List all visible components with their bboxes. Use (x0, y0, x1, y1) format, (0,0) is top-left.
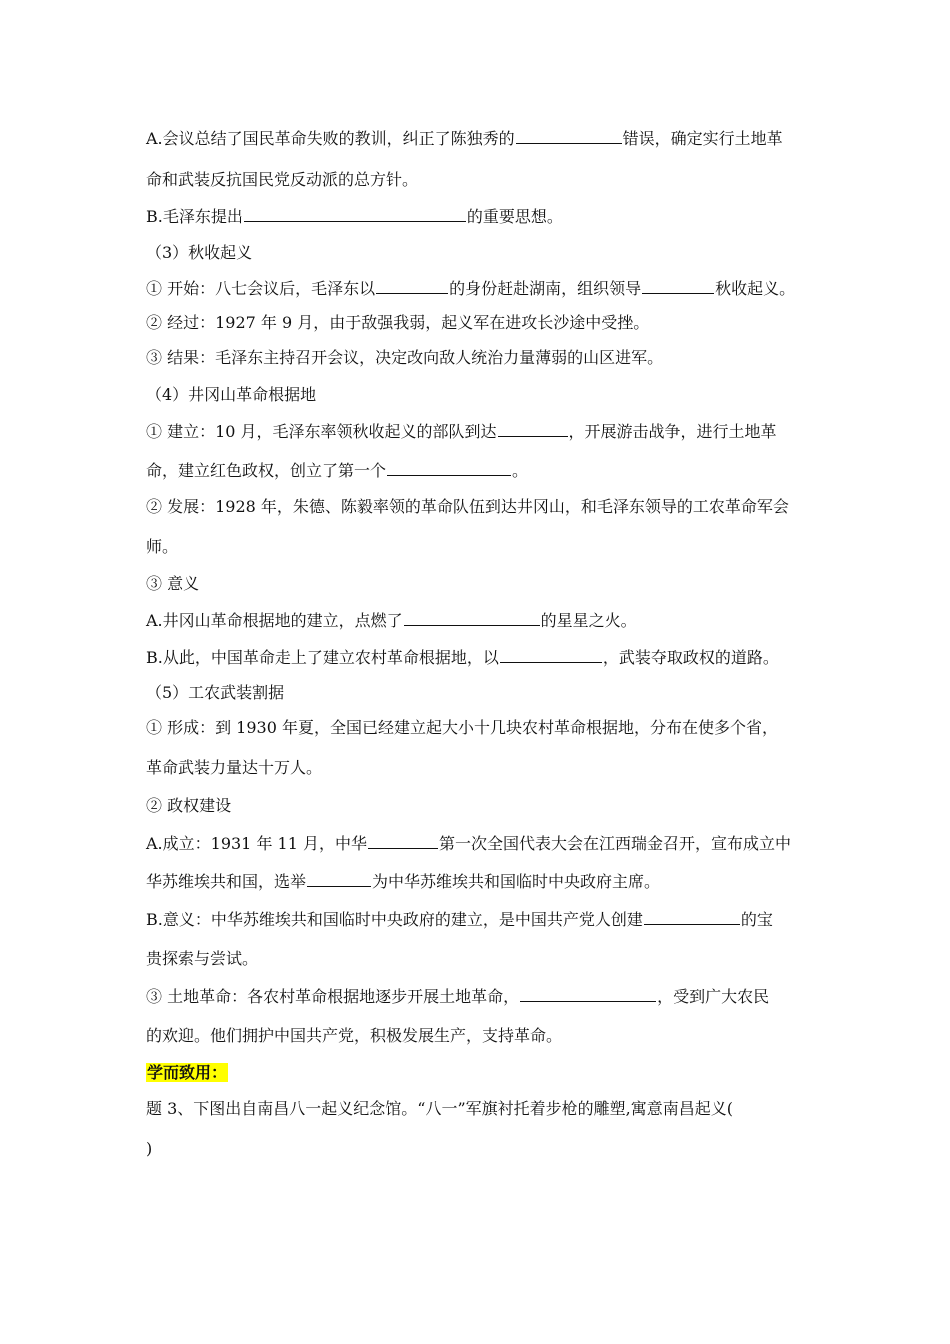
text-segment: 错误，确定实行土地革 (622, 129, 783, 148)
text-segment: ，武装夺取政权的道路。 (602, 648, 779, 667)
text-segment: A.井冈山革命根据地的建立，点燃了 (146, 611, 403, 630)
text-line (146, 128, 783, 149)
text-segment: 华苏维埃共和国，选举 (146, 872, 307, 891)
fill-blank[interactable] (307, 871, 371, 887)
text-line: ② 政权建设 (146, 796, 232, 815)
text-line (146, 278, 795, 299)
text-line (146, 986, 769, 1007)
fill-blank[interactable] (368, 833, 438, 849)
highlighted-heading (146, 1063, 228, 1083)
text-line: 命和武装反抗国民党反动派的总方针。 (146, 170, 419, 189)
text-line: 师。 (146, 537, 179, 556)
text-segment: 为中华苏维埃共和国临时中央政府主席。 (372, 872, 661, 891)
question-line: 题 3、下图出自南昌八一起义纪念馆。“八一”军旗衬托着步枪的雕塑,寓意南昌起义( (146, 1099, 733, 1118)
text-line: 革命武装力量达十万人。 (146, 758, 323, 777)
text-segment: ，受到广大农民 (657, 987, 770, 1006)
fill-blank[interactable] (500, 647, 602, 663)
text-line: ② 发展：1928 年，朱德、陈毅率领的革命队伍到达井冈山，和毛泽东领导的工农革命军会 (146, 497, 789, 516)
fill-blank[interactable] (520, 986, 656, 1002)
text-line (146, 421, 777, 442)
fill-blank[interactable] (642, 278, 714, 294)
section-heading: （4）井冈山革命根据地 (146, 385, 317, 404)
text-line: ② 经过：1927 年 9 月，由于敌强我弱，起义军在进攻长沙途中受挫。 (146, 313, 650, 332)
text-segment: ③ 土地革命：各农村革命根据地逐步开展土地革命， (146, 987, 520, 1006)
text-line (146, 460, 528, 481)
fill-blank[interactable] (516, 128, 622, 144)
text-line: ③ 意义 (146, 574, 200, 593)
fill-blank[interactable] (387, 460, 511, 476)
text-segment: ① 建立：10 月，毛泽东率领秋收起义的部队到达 (146, 422, 497, 441)
text-segment: ① 开始：八七会议后，毛泽东以 (146, 279, 376, 298)
section-heading: （5）工农武装割据 (146, 683, 285, 702)
text-segment: 的宝 (740, 910, 773, 929)
text-line: ① 形成：到 1930 年夏，全国已经建立起大小十几块农村革命根据地，分布在使多个省， (146, 718, 778, 737)
text-line (146, 610, 637, 631)
text-line (146, 909, 773, 930)
text-segment: 的星星之火。 (540, 611, 637, 630)
text-segment: 第一次全国代表大会在江西瑞金召开，宣布成立中 (438, 834, 791, 853)
section-heading: （3）秋收起义 (146, 243, 253, 262)
text-line (146, 833, 791, 854)
highlight-label: 学而致用： (147, 1063, 228, 1082)
question-line: ) (146, 1139, 153, 1158)
text-segment: 的身份赶赴湖南，组织领导 (449, 279, 642, 298)
fill-blank[interactable] (244, 206, 466, 222)
text-segment: A.会议总结了国民革命失败的教训，纠正了陈独秀的 (146, 129, 515, 148)
text-segment: 的重要思想。 (466, 207, 563, 226)
text-line: ③ 结果：毛泽东主持召开会议，决定改向敌人统治力量薄弱的山区进军。 (146, 348, 664, 367)
fill-blank[interactable] (498, 421, 568, 437)
text-segment: 秋收起义。 (715, 279, 796, 298)
text-segment: ，开展游击战争，进行土地革 (568, 422, 777, 441)
text-segment: B.意义：中华苏维埃共和国临时中央政府的建立，是中国共产党人创建 (146, 910, 643, 929)
fill-blank[interactable] (644, 909, 740, 925)
fill-blank[interactable] (404, 610, 540, 626)
text-line (146, 647, 779, 668)
text-segment: B.从此，中国革命走上了建立农村革命根据地，以 (146, 648, 499, 667)
text-segment: B.毛泽东提出 (146, 207, 243, 226)
text-line (146, 206, 563, 227)
text-line: 贵探索与尝试。 (146, 949, 259, 968)
text-segment: 命，建立红色政权，创立了第一个 (146, 461, 387, 480)
text-line: 的欢迎。他们拥护中国共产党，积极发展生产，支持革命。 (146, 1026, 563, 1045)
text-segment: A.成立：1931 年 11 月，中华 (146, 834, 367, 853)
text-line (146, 871, 660, 892)
fill-blank[interactable] (376, 278, 448, 294)
text-segment: 。 (512, 461, 529, 480)
